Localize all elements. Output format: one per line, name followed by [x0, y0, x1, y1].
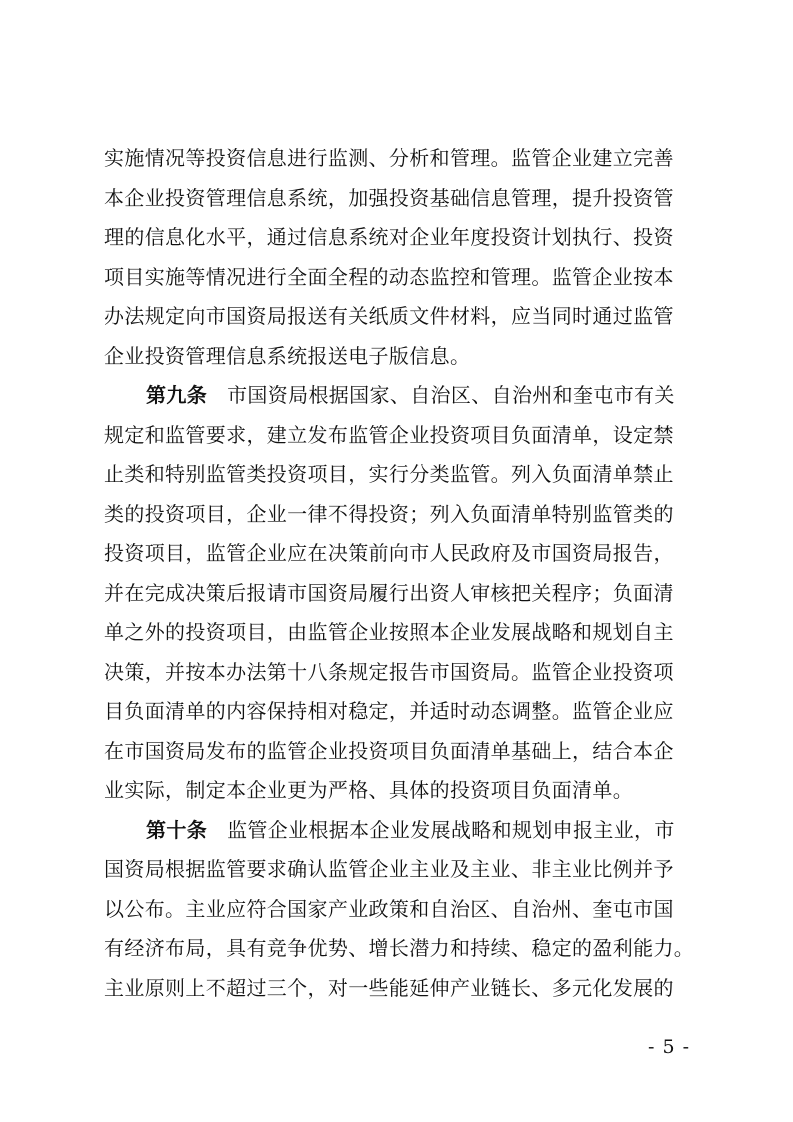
text-line: 并在完成决策后报请市国资局履行出资人审核把关程序；负面清: [104, 580, 674, 605]
text-line: 理的信息化水平，通过信息系统对企业年度投资计划执行、投资: [104, 225, 674, 249]
text-line: 有经济布局，具有竞争优势、增长潜力和持续、稳定的盈利能力。: [104, 936, 695, 960]
text-line: 在市国资局发布的监管企业投资项目负面清单基础上，结合本企: [104, 738, 674, 763]
text-line: 规定和监管要求，建立发布监管企业投资项目负面清单，设定禁: [104, 422, 674, 447]
text-line: 决策，并按本办法第十八条规定报告市国资局。监管企业投资项: [104, 659, 674, 684]
article-10-first-line: [104, 811, 692, 851]
article-9-first-line: [104, 376, 692, 416]
text-line: 止类和特别监管类投资项目，实行分类监管。列入负面清单禁止: [104, 462, 674, 486]
page-number: - 5 -: [647, 1036, 690, 1058]
text-line: 实施情况等投资信息进行监测、分析和管理。监管企业建立完善: [104, 146, 674, 170]
text-line: 目负面清单的内容保持相对稳定，并适时动态调整。监管企业应: [104, 699, 674, 723]
text-line: 本企业投资管理信息系统，加强投资基础信息管理，提升投资管: [104, 185, 674, 210]
document-body: [104, 139, 695, 1008]
text-line: 主业原则上不超过三个，对一些能延伸产业链长、多元化发展的: [104, 975, 674, 1000]
text-line: 单之外的投资项目，由监管企业按照本企业发展战略和规划自主: [104, 620, 674, 644]
text-line: 业实际，制定本企业更为严格、具体的投资项目负面清单。: [104, 778, 634, 802]
text-line: 项目实施等情况进行全面全程的动态监控和管理。监管企业按本: [104, 264, 674, 289]
text-line: 投资项目，监管企业应在决策前向市人民政府及市国资局报告，: [104, 541, 674, 565]
text-line: 以公布。主业应符合国家产业政策和自治区、自治州、奎屯市国: [104, 896, 674, 921]
text-line: 企业投资管理信息系统报送电子版信息。: [104, 343, 471, 368]
text-line: 办法规定向市国资局报送有关纸质文件材料，应当同时通过监管: [104, 304, 674, 328]
text-line: 类的投资项目，企业一律不得投资；列入负面清单特别监管类的: [104, 501, 674, 526]
article-10-title: 第十条: [146, 817, 208, 842]
article-9-title: 第九条: [146, 383, 208, 407]
article-9-text: 市国资局根据国家、自治区、自治州和奎屯市有关: [227, 383, 675, 407]
article-10-text: 监管企业根据本企业发展战略和规划申报主业，市: [227, 817, 675, 842]
text-line: 国资局根据监管要求确认监管企业主业及主业、非主业比例并予: [104, 857, 674, 881]
